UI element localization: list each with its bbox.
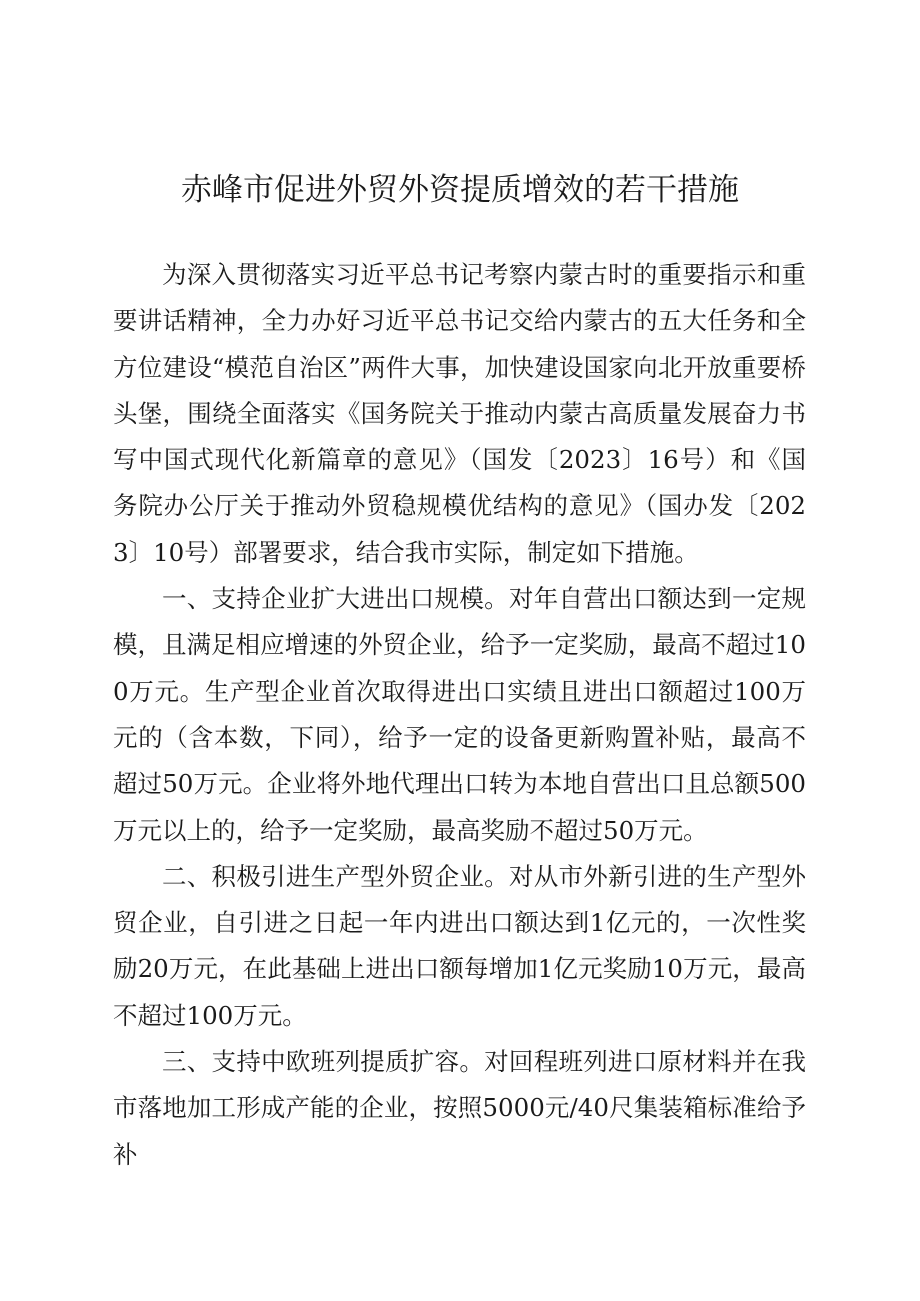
preamble-paragraph: 为深入贯彻落实习近平总书记考察内蒙古时的重要指示和重要讲话精神，全力办好习近平总书记交给内蒙古的五大任务和全方位建设“模范自治区”两件大事，加快建设国家向北开放重要桥头堡，围绕全面落实《国务院关于推动内蒙古高质量发展奋力书写中国式现代化新篇章的意见》（国发〔2023〕16号）和《国务院办公厅关于推动外贸稳规模优结构的意见》（国办发〔2023〕10号）部署要求，结合我市实际，制定如下措施。: [113, 260, 806, 567]
measure-1-paragraph: 一、支持企业扩大进出口规模。对年自营出口额达到一定规模，且满足相应增速的外贸企业，给予一定奖励，最高不超过100万元。生产型企业首次取得进出口实绩且进出口额超过100万元的（含本数，下同），给予一定的设备更新购置补贴，最高不超过50万元。企业将外地代理出口转为本地自营出口且总额500万元以上的，给予一定奖励，最高奖励不超过50万元。: [113, 584, 806, 845]
measure-3-paragraph: 三、支持中欧班列提质扩容。对回程班列进口原材料并在我市落地加工形成产能的企业，按照5000元/40尺集装箱标准给予补: [113, 1047, 806, 1169]
document-title: 赤峰市促进外贸外资提质增效的若干措施: [181, 172, 739, 208]
document-body: [113, 252, 806, 1178]
measure-2-paragraph: 二、积极引进生产型外贸企业。对从市外新引进的生产型外贸企业，自引进之日起一年内进出口额达到1亿元的，一次性奖励20万元，在此基础上进出口额每增加1亿元奖励10万元，最高不超过100万元。: [113, 861, 806, 1030]
